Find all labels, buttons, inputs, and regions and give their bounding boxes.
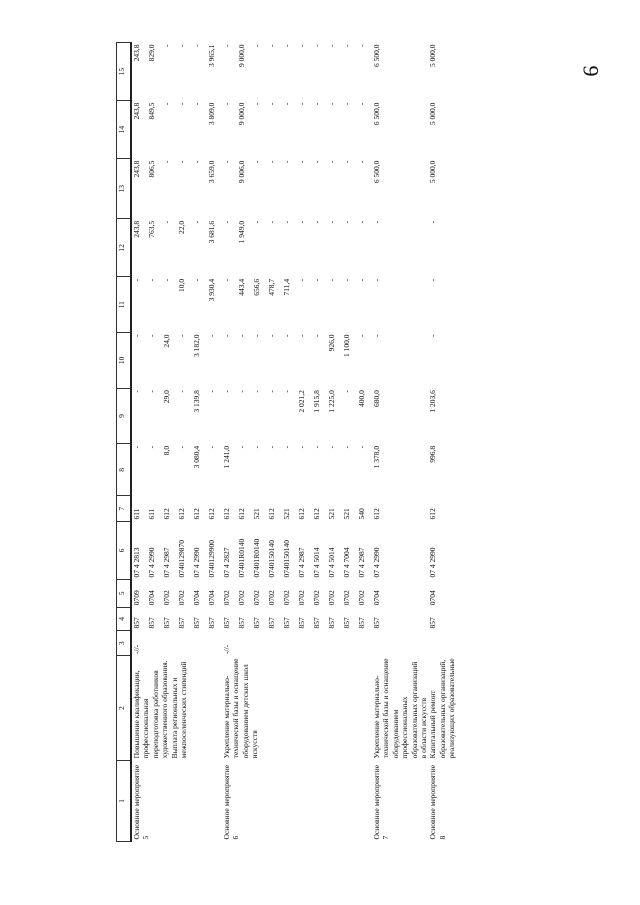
table-cell: - [312, 220, 321, 224]
table-cell: 0704 [372, 590, 381, 606]
table-cell: - [252, 102, 261, 106]
table-cell: 806,5 [147, 160, 156, 178]
executor-mark [428, 630, 456, 656]
table-row [428, 43, 456, 842]
table-cell: - [282, 220, 291, 224]
table-cell: - [297, 220, 306, 224]
table-cell: 3 965,1 [207, 44, 216, 67]
table-cell: - [297, 278, 306, 282]
table-cell: - [267, 44, 276, 47]
column-header: 4 [117, 607, 132, 630]
measure-title: Основное мероприятие 6 [222, 764, 241, 840]
table-cell: 478,7 [267, 278, 276, 296]
executor-mark: -//- [132, 644, 141, 654]
table-cell: 521 [342, 508, 351, 520]
table-cell: - [132, 390, 141, 393]
table-cell: 0740129870 [177, 539, 186, 578]
table-cell: 0702 [162, 590, 171, 606]
column-header: 3 [117, 630, 132, 656]
table-cell: - [237, 445, 246, 449]
table-cell: 857 [357, 617, 366, 629]
table-cell: 612 [222, 508, 231, 520]
table-cell: 243,8 [132, 160, 141, 178]
table-cell: - [357, 102, 366, 106]
table-cell: 0702 [222, 590, 231, 606]
table-cell: - [297, 160, 306, 164]
table-cell: - [267, 160, 276, 164]
table-cell: - [342, 160, 351, 164]
table-cell: - [357, 44, 366, 47]
column-header: 7 [117, 496, 132, 522]
table-cell: - [342, 278, 351, 282]
measure-title: Основное мероприятие 7 [372, 764, 391, 840]
table-cell: 5 000,0 [428, 160, 438, 184]
table-cell: 243,8 [132, 220, 141, 238]
table-cell: - [357, 220, 366, 224]
table-cell: 3 930,4 [207, 278, 216, 302]
table-cell: 926,0 [327, 334, 336, 352]
table-cell: 9 000,0 [237, 102, 246, 126]
table-cell: - [252, 445, 261, 449]
table-cell: 612 [428, 508, 438, 520]
table-body [131, 43, 456, 842]
table-cell: 0704 [192, 590, 201, 606]
table-cell: - [327, 102, 336, 106]
table-cell: - [342, 44, 351, 47]
table-cell: 07 4 5014 [327, 547, 336, 578]
table-cell: 763,5 [147, 220, 156, 238]
table-cell: 611 [147, 508, 156, 520]
table-cell: 07 4 7004 [342, 547, 351, 578]
table-cell: 29,0 [162, 390, 171, 404]
table-cell: - [282, 102, 291, 106]
table-cell: 612 [177, 508, 186, 520]
table-cell: - [192, 102, 201, 106]
table-cell: - [252, 334, 261, 337]
table-cell: 0702 [282, 590, 291, 606]
measure-title: Основное мероприятие 8 [428, 764, 447, 840]
table-cell: - [312, 102, 321, 106]
table-cell: 829,0 [147, 44, 156, 62]
table-cell: - [177, 390, 186, 393]
table-cell: 3 139,8 [192, 390, 201, 413]
table-cell: 0702 [267, 590, 276, 606]
table-cell: - [207, 334, 216, 337]
table-cell: 3 809,0 [207, 102, 216, 126]
table-cell: - [342, 390, 351, 393]
table-cell: 2 021,2 [297, 390, 306, 413]
table-cell: - [327, 220, 336, 224]
table-cell: 0704 [147, 590, 156, 606]
table-cell: - [342, 102, 351, 106]
table-cell: 22,0 [177, 220, 186, 234]
column-header: 14 [117, 101, 132, 159]
column-header: 8 [117, 444, 132, 496]
table-cell: - [162, 220, 171, 224]
table-cell: 3 681,6 [207, 220, 216, 244]
table-cell: 9 000,0 [237, 44, 246, 67]
table-cell: - [222, 102, 231, 106]
column-header: 13 [117, 159, 132, 219]
table-cell: - [327, 445, 336, 449]
table-cell: - [267, 102, 276, 106]
table-cell: - [372, 334, 381, 337]
table-cell: - [207, 390, 216, 393]
rotated-page-content [116, 42, 636, 842]
table-cell: - [428, 334, 438, 337]
table-cell: 612 [267, 508, 276, 520]
table-cell: 612 [237, 508, 246, 520]
table-cell: 6 500,0 [372, 44, 381, 67]
table-cell: 24,0 [162, 334, 171, 348]
executor-mark: -//- [222, 644, 231, 654]
measure-description: Укрепление материально-технической базы и оснащение оборудованием профессиональных образовательных организаций в области искусств [372, 658, 428, 759]
table-cell: 0740150140 [267, 539, 276, 578]
table-cell: 612 [192, 508, 201, 520]
table-cell: - [267, 390, 276, 393]
table-cell: 07 4 2990 [147, 547, 156, 578]
table-cell: 612 [312, 508, 321, 520]
table-cell: 9 006,0 [237, 160, 246, 184]
table-cell: - [237, 334, 246, 337]
table-cell: - [132, 445, 141, 449]
table-cell: 243,8 [132, 44, 141, 62]
table-cell: 3 080,4 [192, 445, 201, 469]
table-cell: 5 000,0 [428, 44, 438, 67]
table-cell: 07 4 2987 [162, 547, 171, 578]
table-cell: - [177, 160, 186, 164]
column-header: 1 [117, 760, 132, 841]
table-cell: 0702 [357, 590, 366, 606]
table-cell: - [177, 44, 186, 47]
table-cell: 857 [312, 617, 321, 629]
table-cell: - [428, 278, 438, 282]
column-header: 9 [117, 388, 132, 444]
table-cell: 849,5 [147, 102, 156, 120]
table-cell: - [282, 334, 291, 337]
table-cell: - [147, 278, 156, 282]
table-cell: 521 [252, 508, 261, 520]
table-cell: 996,8 [428, 445, 438, 463]
table-cell: - [132, 334, 141, 337]
table-cell: 0702 [237, 590, 246, 606]
table-cell: 07401R0140 [252, 538, 261, 578]
table-cell: 07 4 2990 [192, 547, 201, 578]
table-cell: 10,0 [177, 278, 186, 292]
table-cell: - [342, 220, 351, 224]
table-cell: 857 [192, 617, 201, 629]
table-cell: 1 915,8 [312, 390, 321, 413]
table-cell: - [297, 445, 306, 449]
table-cell: - [357, 445, 366, 449]
table-cell: - [222, 334, 231, 337]
table-cell: - [252, 220, 261, 224]
table-cell: - [147, 445, 156, 449]
table-cell: 857 [252, 617, 261, 629]
table-cell: 857 [267, 617, 276, 629]
table-cell: 612 [207, 508, 216, 520]
table-cell: 0704 [428, 590, 438, 606]
table-cell: 8,0 [162, 445, 171, 456]
table-cell: - [327, 278, 336, 282]
table-cell: 521 [327, 508, 336, 520]
table-row [222, 43, 237, 842]
table-cell: 1 241,0 [222, 445, 231, 469]
table-cell: 0740129900 [207, 539, 216, 578]
executor-mark [372, 630, 428, 656]
table-cell: - [222, 390, 231, 393]
table-cell: 857 [342, 617, 351, 629]
table-cell: - [222, 278, 231, 282]
table-cell: 07401R0140 [237, 538, 246, 578]
table-cell: 0702 [297, 590, 306, 606]
table-cell: - [312, 445, 321, 449]
table-cell: - [147, 390, 156, 393]
column-header: 12 [117, 219, 132, 277]
table-cell: 540 [357, 508, 366, 520]
table-cell: - [132, 278, 141, 282]
table-cell: - [252, 44, 261, 47]
table-cell: 857 [132, 617, 141, 629]
table-cell: - [312, 278, 321, 282]
table-cell: - [177, 334, 186, 337]
table-cell: 400,0 [357, 390, 366, 408]
table-cell: - [222, 160, 231, 164]
table-cell: 857 [147, 617, 156, 629]
table-cell: 857 [428, 617, 438, 629]
table-cell: 857 [222, 617, 231, 629]
table-cell: 857 [177, 617, 186, 629]
table-cell: - [237, 390, 246, 393]
table-cell: 611 [132, 508, 141, 520]
table-cell: 0709 [132, 590, 141, 606]
table-cell: - [327, 44, 336, 47]
budget-table [116, 42, 456, 842]
table-row [131, 43, 147, 842]
table-cell: 711,4 [282, 278, 291, 296]
table-cell: - [372, 220, 381, 224]
measure-description: Укрепление материально-технической базы и оснащение оборудованием детских школ искусств [222, 658, 260, 759]
table-cell: 5 000,0 [428, 102, 438, 126]
column-header: 2 [117, 656, 132, 760]
table-cell: - [282, 445, 291, 449]
table-cell: 1 378,0 [372, 445, 381, 469]
table-cell: 07 4 2990 [428, 547, 438, 578]
table-cell: 6 500,0 [372, 102, 381, 126]
table-cell: 3 659,0 [207, 160, 216, 184]
table-cell: - [267, 334, 276, 337]
table-cell: 0702 [342, 590, 351, 606]
table-cell: - [147, 334, 156, 337]
table-cell: 857 [282, 617, 291, 629]
table-cell: 0702 [252, 590, 261, 606]
table-cell: 857 [237, 617, 246, 629]
table-cell: 857 [162, 617, 171, 629]
table-cell: 07 4 2987 [357, 547, 366, 578]
table-cell: - [252, 160, 261, 164]
column-header: 11 [117, 277, 132, 333]
table-cell: 07 4 2987 [297, 547, 306, 578]
table-cell: - [312, 44, 321, 47]
column-header: 5 [117, 579, 132, 607]
table-cell: 0704 [207, 590, 216, 606]
table-cell: 0740150140 [282, 539, 291, 578]
table-cell: 3 182,0 [192, 334, 201, 357]
measure-description: Капитальный ремонт образовательных организаций, реализующих образовательные [428, 658, 456, 759]
table-cell: 521 [282, 508, 291, 520]
table-cell: - [357, 334, 366, 337]
column-header: 6 [117, 521, 132, 579]
table-cell: - [312, 334, 321, 337]
table-cell: - [342, 445, 351, 449]
table-cell: 443,4 [237, 278, 246, 296]
table-cell: - [222, 220, 231, 224]
table-cell: - [177, 445, 186, 449]
table-cell: - [192, 278, 201, 282]
table-cell: 612 [162, 508, 171, 520]
table-cell: 857 [207, 617, 216, 629]
column-number-header [117, 43, 132, 842]
table-cell: - [267, 220, 276, 224]
table-cell: 680,0 [372, 390, 381, 408]
table-cell: - [162, 160, 171, 164]
table-cell: 1 225,0 [327, 390, 336, 413]
table-cell: - [162, 102, 171, 106]
table-cell: - [252, 390, 261, 393]
table-cell: - [297, 334, 306, 337]
column-header: 15 [117, 43, 132, 101]
table-cell: 07 4 2813 [132, 547, 141, 578]
table-cell: - [162, 278, 171, 282]
table-cell: - [282, 44, 291, 47]
table-cell: - [177, 102, 186, 106]
table-cell: 243,8 [132, 102, 141, 120]
table-cell: 656,6 [252, 278, 261, 296]
table-cell: 1 100,0 [342, 334, 351, 357]
table-row [372, 43, 428, 842]
table-cell: 07 4 5014 [312, 547, 321, 578]
table-cell: 0702 [312, 590, 321, 606]
table-cell: 0702 [177, 590, 186, 606]
table-cell: - [297, 102, 306, 106]
measure-title: Основное мероприятие 5 [132, 764, 151, 840]
table-cell: 612 [297, 508, 306, 520]
table-cell: - [282, 390, 291, 393]
table-cell: 07 4 2990 [372, 547, 381, 578]
table-cell: - [222, 44, 231, 47]
table-cell: - [428, 220, 438, 224]
table-cell: - [327, 160, 336, 164]
measure-description: Повышение квалификации, профессиональная переподготовка работников художественного образования. Выплата региональных и межпоселенческих стипендий [132, 660, 188, 759]
table-cell: 1 949,0 [237, 220, 246, 244]
table-cell: 0702 [327, 590, 336, 606]
table-cell: - [267, 445, 276, 449]
page-number: 9 [578, 65, 604, 77]
table-cell: - [357, 278, 366, 282]
table-cell: - [312, 160, 321, 164]
table-cell: - [192, 160, 201, 164]
table-cell: 857 [327, 617, 336, 629]
table-cell: - [162, 44, 171, 47]
table-cell: - [357, 160, 366, 164]
table-cell: 07 4 2827 [222, 547, 231, 578]
table-cell: 857 [297, 617, 306, 629]
table-cell: - [282, 160, 291, 164]
table-cell: 6 500,0 [372, 160, 381, 184]
table-cell: 1 203,6 [428, 390, 438, 413]
table-cell: - [207, 445, 216, 449]
column-header: 10 [117, 333, 132, 389]
table-cell: - [192, 44, 201, 47]
table-cell: - [297, 44, 306, 47]
table-cell: - [372, 278, 381, 282]
table-cell: 857 [372, 617, 381, 629]
table-cell: 612 [372, 508, 381, 520]
table-cell: - [192, 220, 201, 224]
